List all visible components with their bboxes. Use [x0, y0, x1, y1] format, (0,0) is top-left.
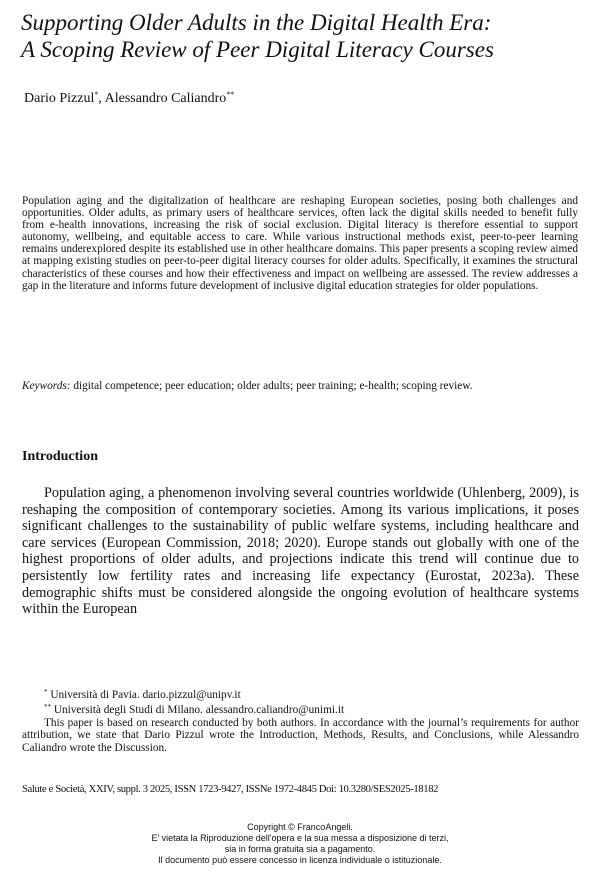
author-footnote-mark: ** [226, 90, 235, 99]
footnote-text: Università degli Studi di Milano. alessandro.caliandro@unimi.it [53, 704, 345, 717]
title-line-1: Supporting Older Adults in the Digital Health Era: [21, 10, 492, 35]
author-name: Dario Pizzul [24, 91, 95, 106]
copyright-line: Il documento può essere concesso in licenza individuale o istituzionale. [158, 855, 442, 865]
title-line-2: A Scoping Review of Peer Digital Literacy Courses [21, 37, 494, 62]
author-name: Alessandro Caliandro [104, 91, 227, 106]
footnote-authorship-note: This paper is based on research conducted by both authors. In accordance with the journal’s requirements for author attribution, we state that Dario Pizzul wrote the Introduction, Methods, Results, and Conclusions, while Alessandro Caliandro wrote the Discussion. [22, 716, 579, 754]
author-list: Dario Pizzul*, Alessandro Caliandro** [24, 90, 235, 106]
copyright-line: Copyright © FrancoAngeli. [247, 822, 353, 832]
footnote-affiliation-1 [22, 686, 579, 701]
footnotes [22, 686, 579, 754]
copyright-notice [0, 822, 600, 866]
footnote-mark: ** [44, 703, 51, 712]
author-footnote-mark: * [94, 90, 99, 99]
keywords [22, 380, 578, 392]
copyright-line: sia in forma gratuita sia a pagamento. [224, 844, 376, 854]
keywords-label: Keywords: [22, 380, 71, 392]
journal-citation: Salute e Società, XXIV, suppl. 3 2025, ISSN 1723-9427, ISSNe 1972-4845 Doi: 10.3280/SES2025-18182 [22, 784, 439, 795]
copyright-line: E' vietata la Riproduzione dell'opera e la sua messa a disposizione di terzi, [151, 833, 449, 843]
keywords-text: digital competence; peer education; older adults; peer training; e-health; scoping review. [73, 380, 473, 392]
footnote-text: Università di Pavia. dario.pizzul@unipv.it [50, 689, 241, 701]
abstract: Population aging and the digitalization of healthcare are reshaping European societies, posing both challenges and opportunities. Older adults, as primary users of healthcare services, often lack the digital skills needed to benefit fully from e-health innovations, increasing the risk of social exclusion. Digital literacy is therefore essential to support autonomy, wellbeing, and equitable access to care. While various instructional methods exist, peer-to-peer learning remains underexplored despite its established use in other healthcare domains. This paper presents a scoping review aimed at mapping existing studies on peer-to-peer digital literacy courses for older adults. Specifically, it examines the structural characteristics of these courses and how their effectiveness and impact on wellbeing are assessed. The review addresses a gap in the literature and informs future development of inclusive digital education strategies for older populations. [22, 195, 578, 292]
introduction-paragraph: Population aging, a phenomenon involving several countries worldwide (Uhlenberg, 2009), is reshaping the composition of contemporary societies. Among its various implications, it poses significant challenges to the sustainability of public welfare systems, including healthcare and care services (European Commission, 2018; 2020). Europe stands out globally with one of the highest proportions of older adults, and projections indicate this trend will continue due to persistently low fertility rates and increasing life expectancy (Eurostat, 2023a). These demographic shifts must be considered alongside the ongoing evolution of healthcare systems within the European [22, 485, 579, 618]
footnote-mark: * [44, 688, 48, 696]
paper-title [21, 9, 581, 63]
footnote-affiliation-2 [22, 701, 579, 716]
section-heading: Introduction [22, 449, 98, 464]
